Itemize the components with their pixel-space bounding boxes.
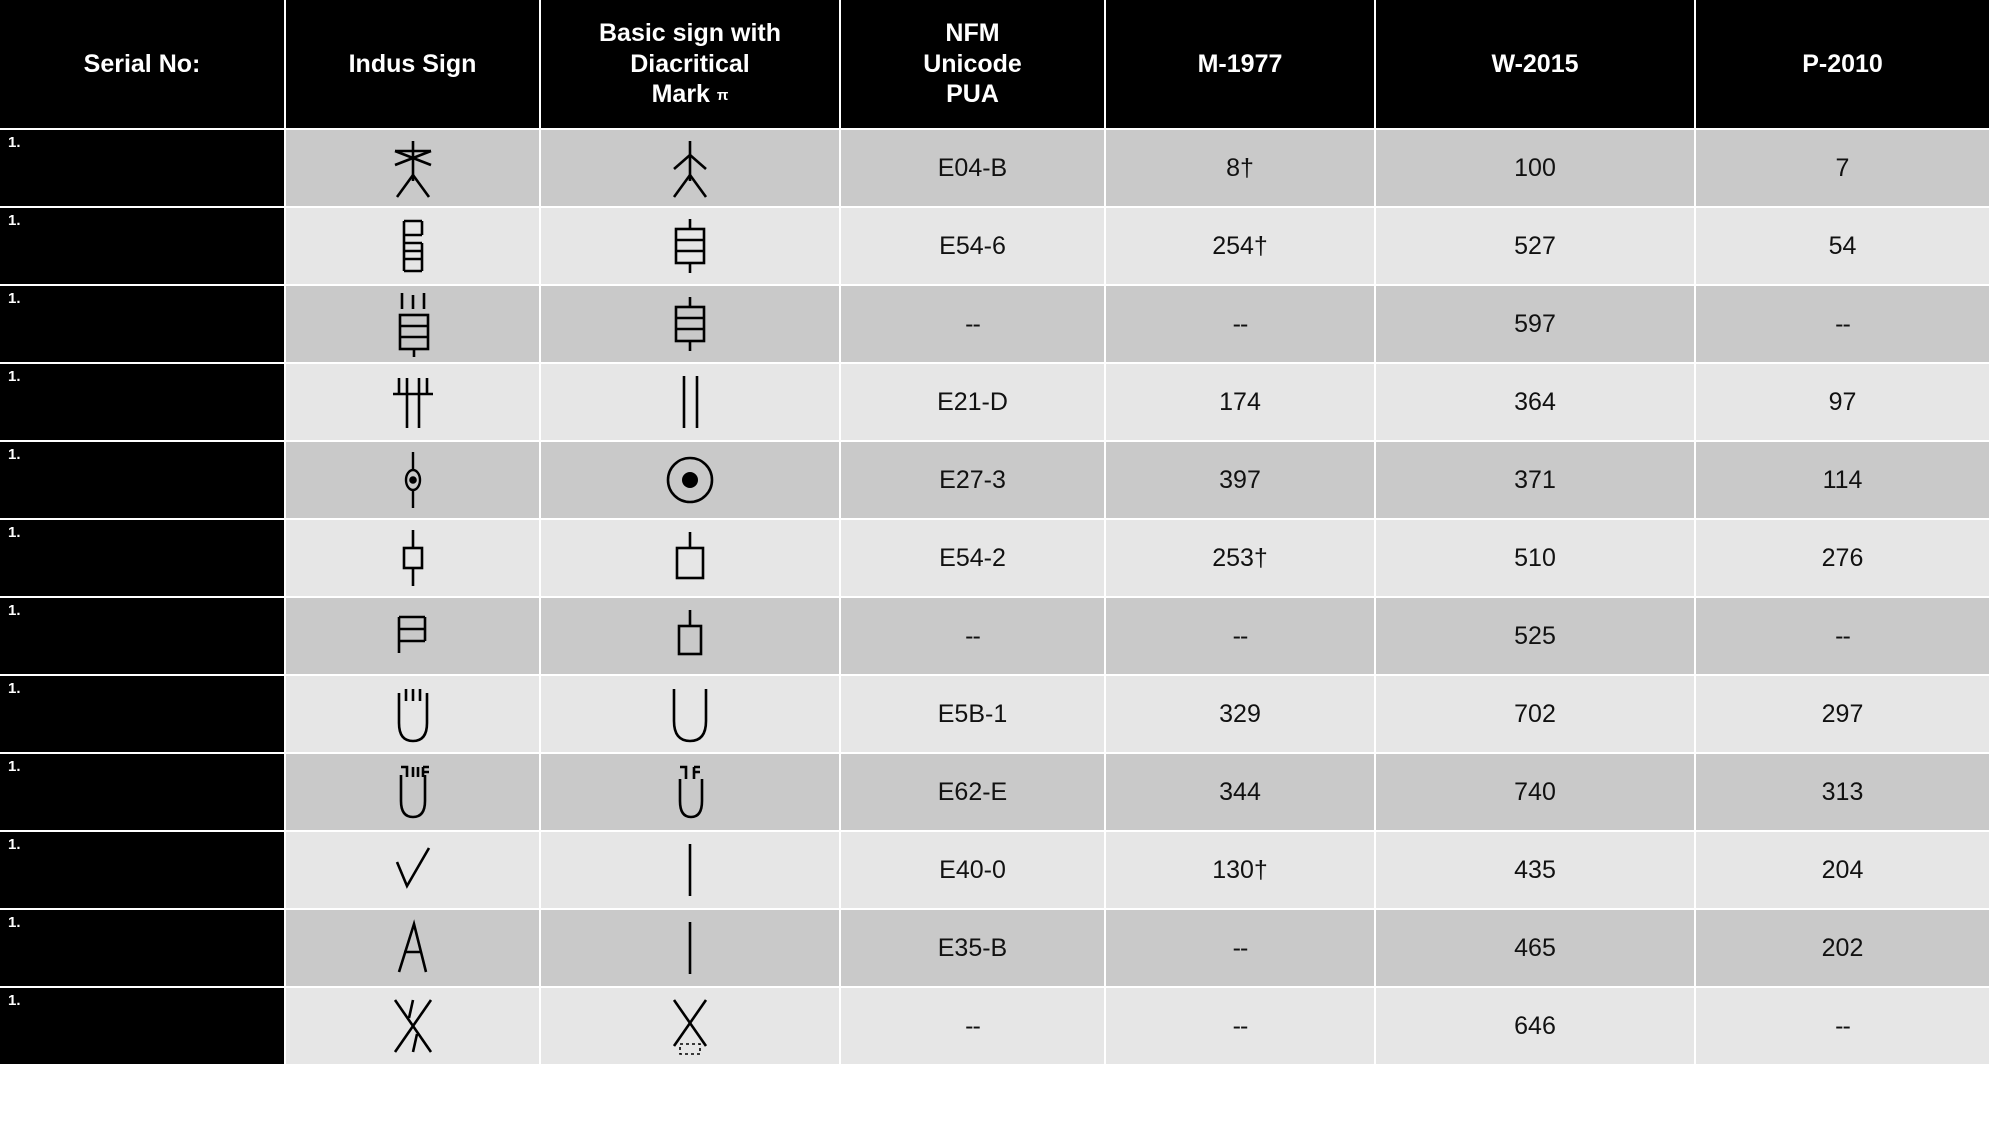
nfm-unicode-cell: E5B-1 <box>840 675 1105 753</box>
nfm-unicode-cell: E27-3 <box>840 441 1105 519</box>
nfm-header-line-3: PUA <box>946 80 999 109</box>
table-header <box>0 0 1989 129</box>
nfm-unicode-cell: E21-D <box>840 363 1105 441</box>
table-row <box>0 285 1989 363</box>
m1977-cell: 397 <box>1105 441 1375 519</box>
w2015-cell: 371 <box>1375 441 1695 519</box>
nfm-unicode-cell: E04-B <box>840 129 1105 207</box>
basic-sign-cell <box>540 285 840 363</box>
w2015-cell: 100 <box>1375 129 1695 207</box>
circled-dot-basic-sign <box>650 448 730 512</box>
m1977-cell: 130† <box>1105 831 1375 909</box>
serial-number-cell: 1. <box>0 207 285 285</box>
p2010-cell: 313 <box>1695 753 1989 831</box>
p2010-cell: 114 <box>1695 441 1989 519</box>
nfm-header-line-1: NFM <box>945 19 1000 48</box>
p2010-cell: -- <box>1695 597 1989 675</box>
table-row <box>0 987 1989 1065</box>
column-header-nfm-unicode-pua <box>840 0 1105 129</box>
indus-sign-cell <box>285 285 540 363</box>
p2010-cell: 54 <box>1695 207 1989 285</box>
ladder-basic-sign <box>650 215 730 277</box>
m1977-cell: 174 <box>1105 363 1375 441</box>
serial-number-cell: 1. <box>0 519 285 597</box>
m1977-cell: 254† <box>1105 207 1375 285</box>
table-row <box>0 753 1989 831</box>
table-row <box>0 597 1989 675</box>
indus-sign-cell <box>285 129 540 207</box>
w2015-cell: 646 <box>1375 987 1695 1065</box>
m1977-cell: -- <box>1105 909 1375 987</box>
basic-header-mark-label: Mark <box>651 80 710 109</box>
table-row <box>0 441 1989 519</box>
basic-header-line-1: Basic sign with <box>599 19 781 48</box>
basic-sign-cell <box>540 831 840 909</box>
serial-number-cell: 1. <box>0 129 285 207</box>
basic-sign-cell <box>540 597 840 675</box>
w2015-cell: 527 <box>1375 207 1695 285</box>
p2010-cell: 276 <box>1695 519 1989 597</box>
serial-number-cell: 1. <box>0 597 285 675</box>
w2015-cell: 435 <box>1375 831 1695 909</box>
p2010-cell: -- <box>1695 987 1989 1065</box>
column-header-basic-sign <box>540 0 840 129</box>
serial-number-cell: 1. <box>0 675 285 753</box>
square-on-stem-sign <box>373 526 453 590</box>
single-stroke-basic-sign <box>650 918 730 978</box>
indus-sign-cell <box>285 987 540 1065</box>
indus-sign-cell <box>285 597 540 675</box>
double-stroke-with-comb-sign <box>373 370 453 434</box>
serial-number-cell: 1. <box>0 753 285 831</box>
indus-sign-cell <box>285 675 540 753</box>
serial-number-cell: 1. <box>0 909 285 987</box>
ladder-basic-sign <box>650 293 730 355</box>
nfm-unicode-cell: E54-2 <box>840 519 1105 597</box>
nfm-header-line-2: Unicode <box>923 49 1022 78</box>
serial-number-cell: 1. <box>0 363 285 441</box>
basic-header-line-2: Diacritical <box>630 49 750 78</box>
indus-sign-cell <box>285 909 540 987</box>
standing-man-basic-sign <box>650 135 730 201</box>
nfm-unicode-cell: E62-E <box>840 753 1105 831</box>
checkmark-sign <box>373 840 453 900</box>
nfm-unicode-cell: -- <box>840 597 1105 675</box>
letter-a-shaped-sign <box>373 918 453 978</box>
column-header-w2015: W-2015 <box>1375 0 1695 129</box>
basic-sign-cell <box>540 129 840 207</box>
basic-sign-cell <box>540 519 840 597</box>
p2010-cell: 97 <box>1695 363 1989 441</box>
basic-header-line-3 <box>652 79 729 110</box>
u-cup-basic-sign <box>650 681 730 747</box>
square-on-stem-basic-sign <box>650 526 730 590</box>
header-row <box>0 0 1989 129</box>
indus-sign-cell <box>285 519 540 597</box>
m1977-cell: -- <box>1105 285 1375 363</box>
indus-sign-cell <box>285 363 540 441</box>
m1977-cell: 344 <box>1105 753 1375 831</box>
column-header-m1977: M-1977 <box>1105 0 1375 129</box>
m1977-cell: 253† <box>1105 519 1375 597</box>
serial-number-cell: 1. <box>0 285 285 363</box>
m1977-cell: -- <box>1105 597 1375 675</box>
basic-sign-cell <box>540 207 840 285</box>
table-body <box>0 129 1989 1065</box>
nfm-unicode-cell: E40-0 <box>840 831 1105 909</box>
double-stroke-basic-sign <box>650 370 730 434</box>
basic-sign-cell <box>540 441 840 519</box>
w2015-cell: 702 <box>1375 675 1695 753</box>
square-with-flag-sign <box>373 607 453 665</box>
basic-sign-cell <box>540 909 840 987</box>
table-row <box>0 675 1989 753</box>
u-cup-with-three-strokes-sign <box>373 681 453 747</box>
nfm-unicode-cell: E54-6 <box>840 207 1105 285</box>
p2010-cell: 297 <box>1695 675 1989 753</box>
m1977-cell: -- <box>1105 987 1375 1065</box>
w2015-cell: 510 <box>1375 519 1695 597</box>
ladder-with-flag-sign <box>373 215 453 277</box>
w2015-cell: 525 <box>1375 597 1695 675</box>
column-header-p2010: P-2010 <box>1695 0 1989 129</box>
p2010-cell: 7 <box>1695 129 1989 207</box>
nfm-unicode-cell: -- <box>840 987 1105 1065</box>
square-on-stem-basic-sign <box>650 604 730 668</box>
u-cup-with-marks-sign <box>373 759 453 825</box>
table-row <box>0 519 1989 597</box>
crossed-strokes-dotted-basic-sign <box>650 994 730 1058</box>
indus-sign-cell <box>285 831 540 909</box>
table-row <box>0 363 1989 441</box>
p2010-cell: 202 <box>1695 909 1989 987</box>
serial-number-cell: 1. <box>0 831 285 909</box>
w2015-cell: 597 <box>1375 285 1695 363</box>
w2015-cell: 364 <box>1375 363 1695 441</box>
basic-sign-cell <box>540 675 840 753</box>
nfm-unicode-cell: E35-B <box>840 909 1105 987</box>
w2015-cell: 465 <box>1375 909 1695 987</box>
w2015-cell: 740 <box>1375 753 1695 831</box>
serial-number-cell: 1. <box>0 987 285 1065</box>
column-header-serial: Serial No: <box>0 0 285 129</box>
indus-sign-cell <box>285 753 540 831</box>
serial-number-cell: 1. <box>0 441 285 519</box>
table-row <box>0 831 1989 909</box>
table-row <box>0 909 1989 987</box>
basic-sign-cell <box>540 987 840 1065</box>
table-row <box>0 129 1989 207</box>
ladder-with-three-strokes-sign <box>373 289 453 359</box>
crossed-strokes-sign <box>373 994 453 1058</box>
column-header-indus-sign: Indus Sign <box>285 0 540 129</box>
u-cup-with-marks-basic-sign <box>650 759 730 825</box>
small-circle-on-stem-sign <box>373 448 453 512</box>
indus-sign-cell <box>285 207 540 285</box>
single-stroke-basic-sign <box>650 840 730 900</box>
basic-sign-cell <box>540 753 840 831</box>
basic-sign-cell <box>540 363 840 441</box>
p2010-cell: -- <box>1695 285 1989 363</box>
nfm-unicode-cell: -- <box>840 285 1105 363</box>
m1977-cell: 8† <box>1105 129 1375 207</box>
p2010-cell: 204 <box>1695 831 1989 909</box>
m1977-cell: 329 <box>1105 675 1375 753</box>
table-row <box>0 207 1989 285</box>
indus-sign-cell <box>285 441 540 519</box>
man-with-crossed-arms-sign <box>373 135 453 201</box>
diacritical-mark-icon: π <box>716 87 729 105</box>
